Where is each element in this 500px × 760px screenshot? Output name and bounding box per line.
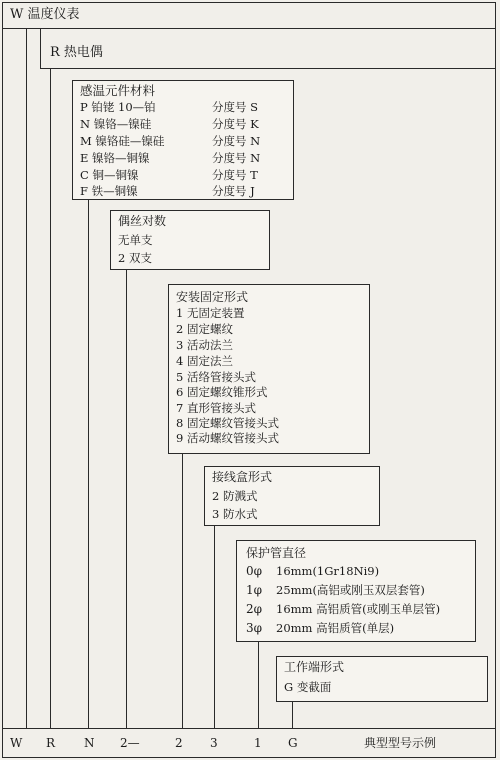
material-grade: 分度号 N [212, 151, 261, 165]
pairs-item: 2 双支 [118, 251, 152, 265]
mount-item: 2 固定螺纹 [176, 322, 233, 336]
mount-item: 6 固定螺纹锥形式 [176, 385, 268, 399]
material-item: N 镍铬—镍硅 [80, 117, 152, 131]
tube-desc: 16mm(1Gr18Ni9) [276, 564, 380, 578]
tube-code: 2φ [246, 602, 263, 616]
tube-desc: 16mm 高铝质管(或刚玉单层管) [276, 602, 441, 616]
junction-title: 接线盒形式 [212, 470, 273, 484]
mount-title: 安装固定形式 [176, 290, 249, 304]
material-title: 感温元件材料 [80, 83, 156, 98]
material-grade: 分度号 K [212, 117, 259, 131]
header-line [2, 28, 496, 29]
bottom-code: R [46, 736, 56, 750]
tube-title: 保护管直径 [246, 546, 307, 560]
mount-item: 1 无固定装置 [176, 306, 245, 320]
tube-code: 0φ [246, 564, 263, 578]
bottom-code: G [288, 736, 298, 750]
junction-spine [214, 526, 215, 728]
tube-desc: 20mm 高铝质管(单层) [276, 621, 395, 635]
material-grade: 分度号 T [212, 168, 258, 182]
work-end-item: G 变截面 [284, 680, 332, 694]
tube-code: 1φ [246, 583, 263, 597]
material-item: C 铜—铜镍 [80, 168, 139, 182]
junction-item: 3 防水式 [212, 507, 258, 521]
material-item: F 铁—铜镍 [80, 184, 138, 198]
bottom-code: 2— [120, 736, 140, 750]
material-grade: 分度号 S [212, 100, 259, 114]
bottom-caption: 典型型号示例 [364, 736, 437, 750]
mount-item: 8 固定螺纹管接头式 [176, 416, 279, 430]
r-level-label: R 热电偶 [50, 45, 103, 60]
tube-spine [258, 642, 259, 728]
material-item: E 镍铬—铜镍 [80, 151, 150, 165]
work-end-title: 工作端形式 [284, 660, 345, 674]
material-grade: 分度号 J [212, 184, 255, 198]
material-item: M 镍铬硅—镍硅 [80, 134, 165, 148]
r-header-line [40, 68, 496, 69]
w-level-label: W 温度仪表 [10, 7, 80, 22]
mount-spine [182, 454, 183, 728]
bottom-code: 2 [175, 736, 183, 750]
pairs-item: 无单支 [118, 233, 153, 247]
pairs-title: 偶丝对数 [118, 214, 167, 228]
mount-item: 9 活动螺纹管接头式 [176, 431, 279, 445]
bottom-code: N [84, 736, 95, 750]
material-item: P 铂铑 10—铂 [80, 100, 156, 114]
junction-item: 2 防溅式 [212, 489, 258, 503]
tube-code: 3φ [246, 621, 263, 635]
work-end-spine [292, 702, 293, 728]
material-spine [88, 200, 89, 728]
r-spine [50, 68, 51, 728]
material-grade: 分度号 N [212, 134, 261, 148]
pairs-spine [126, 270, 127, 728]
tube-desc: 25mm(高铝或刚玉双层套管) [276, 583, 425, 597]
mount-item: 5 活络管接头式 [176, 370, 256, 384]
mount-item: 3 活动法兰 [176, 338, 233, 352]
bottom-code: 3 [210, 736, 218, 750]
bottom-code: 1 [254, 736, 262, 750]
bottom-code: W [10, 736, 23, 750]
mount-item: 4 固定法兰 [176, 354, 233, 368]
w-spine [26, 28, 27, 728]
r-left-line [40, 28, 41, 68]
mount-item: 7 直形管接头式 [176, 401, 256, 415]
bottom-line [2, 728, 496, 729]
